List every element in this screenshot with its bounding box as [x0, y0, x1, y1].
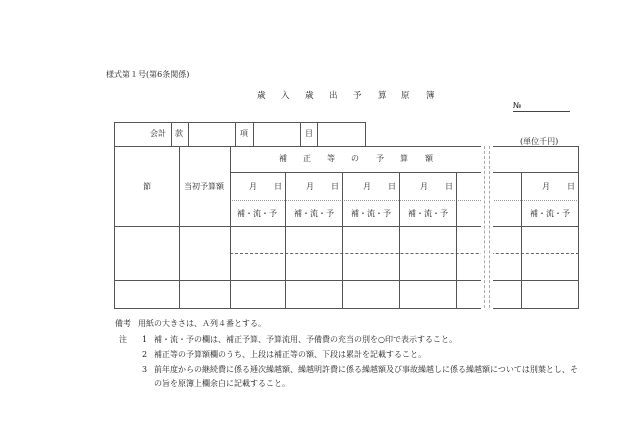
month-label: 月: [420, 182, 428, 191]
rule: [342, 172, 343, 308]
rule: [365, 122, 366, 146]
rule: [114, 308, 579, 309]
form-label: 様式第１号(第6条関係): [106, 70, 190, 79]
group-char: 額: [425, 154, 433, 163]
group-char: 正: [303, 154, 311, 163]
title-char: 簿: [426, 91, 435, 101]
bikou-label: 備考: [115, 319, 131, 328]
rule: [521, 172, 522, 308]
rule: [230, 172, 579, 173]
number-label: №: [513, 101, 522, 110]
kan-label: 款: [175, 129, 183, 138]
rule: [285, 172, 286, 308]
group-char: 補: [279, 154, 287, 163]
rule: [171, 122, 172, 146]
number-underline: [513, 111, 570, 112]
dotted-rule: [230, 200, 579, 201]
note-text: 前年度からの継続費に係る逓次繰越額、繰越明許費に係る繰越額及び事故繰越しに係る繰越額については別葉とし、そ: [154, 365, 578, 374]
group-char: 等: [327, 154, 335, 163]
rule: [235, 122, 236, 146]
kaikei-label: 会計: [150, 129, 166, 138]
rule: [578, 146, 579, 308]
day-label: 日: [331, 182, 339, 191]
group-char: 算: [400, 154, 408, 163]
type-label: 補・流・予: [294, 209, 334, 218]
dashed-rule: [230, 253, 579, 254]
column-break: [481, 144, 493, 310]
rule: [114, 146, 579, 147]
title-char: 歳: [305, 91, 314, 101]
rule: [114, 122, 366, 123]
type-label: 補・流・予: [530, 209, 570, 218]
note-number: 3: [142, 365, 148, 374]
note-text: 補・流・予の欄は、補正予算、予算流用、予備費の充当の別を○印で表示すること。: [154, 335, 457, 344]
type-label: 補・流・予: [351, 209, 391, 218]
break-line: [489, 146, 490, 308]
rule: [188, 122, 189, 146]
day-label: 日: [388, 182, 396, 191]
rule: [114, 280, 579, 281]
note-text-continued: の旨を原簿上欄余白に記載すること。: [154, 379, 290, 388]
rule: [179, 146, 180, 308]
type-label: 補・流・予: [237, 209, 277, 218]
rule: [317, 122, 318, 146]
title-char: 算: [378, 91, 387, 101]
note-text: 補正等の予算額欄のうち、上段は補正等の額、下段は累計を記載すること。: [154, 350, 426, 359]
title-char: 出: [329, 91, 338, 101]
title-char: 歳: [257, 91, 266, 101]
type-label: 補・流・予: [408, 209, 448, 218]
day-label: 日: [567, 182, 575, 191]
chu-label: 注: [119, 335, 127, 344]
day-label: 日: [274, 182, 282, 191]
day-label: 日: [445, 182, 453, 191]
initial-budget-label: 当初予算額: [184, 182, 224, 191]
rule: [230, 146, 231, 308]
title-char: 入: [281, 91, 290, 101]
rule: [456, 172, 457, 308]
rule: [114, 226, 579, 227]
month-label: 月: [542, 182, 550, 191]
moku-label: 目: [305, 129, 313, 138]
setsu-label: 節: [143, 182, 151, 191]
rule: [253, 122, 254, 146]
note-number: 2: [142, 350, 148, 359]
kou-label: 項: [240, 129, 248, 138]
month-label: 月: [249, 182, 257, 191]
note-number: 1: [142, 335, 148, 344]
rule: [399, 172, 400, 308]
group-char: 予: [376, 154, 384, 163]
group-char: の: [351, 154, 359, 163]
rule: [300, 122, 301, 146]
month-label: 月: [306, 182, 314, 191]
bikou-text: 用紙の大きさは、Ａ列４番とする。: [138, 319, 266, 328]
month-label: 月: [363, 182, 371, 191]
title-char: 原: [401, 91, 410, 101]
break-line: [484, 146, 485, 308]
unit-label: (単位千円): [520, 137, 559, 146]
title-char: 予: [353, 91, 362, 101]
